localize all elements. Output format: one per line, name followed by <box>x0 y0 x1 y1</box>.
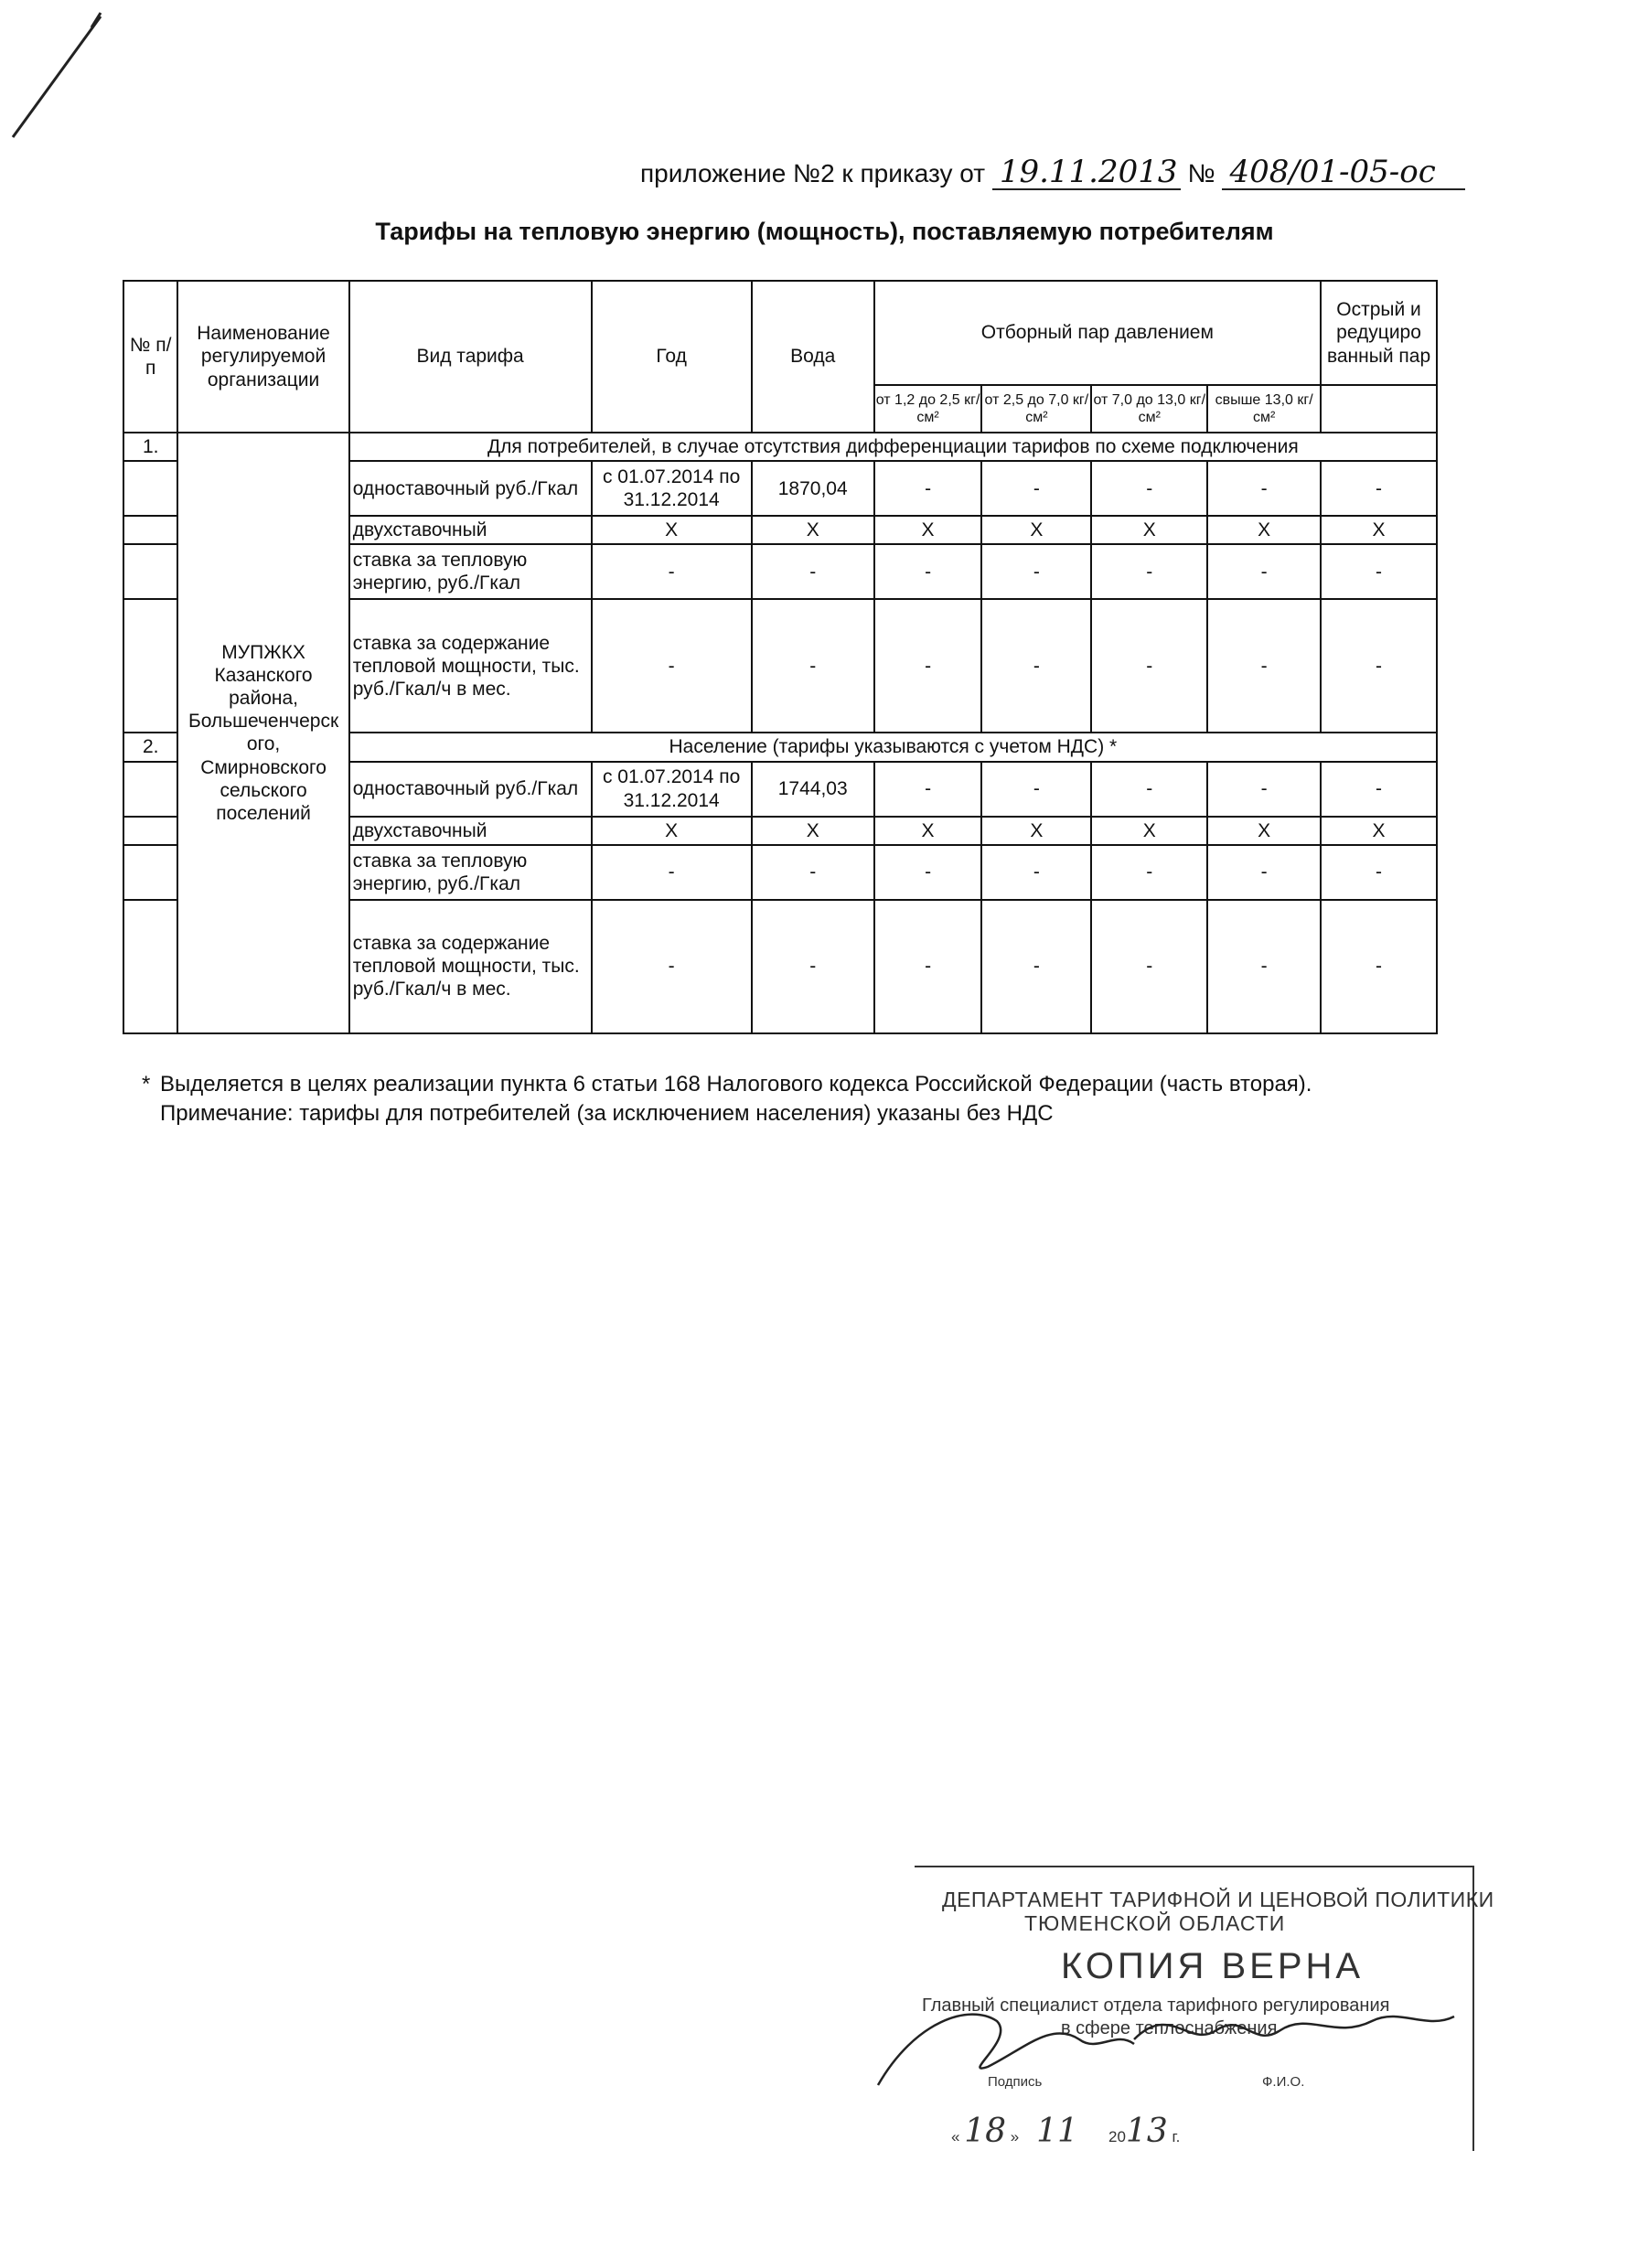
tariff-cell: - <box>1321 461 1437 516</box>
stamp-division: в сфере теплоснабжения <box>1061 2018 1278 2038</box>
date-open-quote: « <box>951 2128 960 2145</box>
tariff-type: одноставочный руб./Гкал <box>349 461 592 516</box>
tariff-water: - <box>752 845 874 900</box>
tariff-water: X <box>752 817 874 845</box>
row-num-empty <box>123 516 177 544</box>
header-num: № п/п <box>123 281 177 433</box>
date-day: 18 <box>964 2113 1007 2150</box>
tariff-type: ставка за тепловую энергию, руб./Гкал <box>349 845 592 900</box>
tariff-water: 1870,04 <box>752 461 874 516</box>
stamp-date <box>951 2113 1180 2150</box>
pressure-header: от 7,0 до 13,0 кг/см² <box>1091 385 1207 433</box>
tariff-type: ставка за тепловую энергию, руб./Гкал <box>349 544 592 599</box>
tariff-cell: - <box>1321 845 1437 900</box>
order-prefix: приложение №2 к приказу от <box>640 159 986 187</box>
date-year: 13 <box>1125 2113 1168 2150</box>
handwritten-signature <box>860 1966 1482 2103</box>
remark-text: Примечание: тарифы для потребителей (за исключением населения) указаны без НДС <box>160 1101 1054 1126</box>
header-type: Вид тарифа <box>349 281 592 433</box>
date-month: 11 <box>1036 2113 1078 2150</box>
tariff-cell: - <box>1091 900 1207 1033</box>
order-reference <box>640 155 1465 190</box>
tariff-cell: - <box>1207 461 1321 516</box>
tariff-cell: - <box>1207 599 1321 733</box>
tariff-water: - <box>752 900 874 1033</box>
row-num-empty <box>123 845 177 900</box>
tariff-cell: X <box>1321 516 1437 544</box>
row-num-empty <box>123 762 177 817</box>
stamp-sign-label: Подпись <box>988 2074 1043 2090</box>
tariff-cell: - <box>1091 544 1207 599</box>
tariff-type: одноставочный руб./Гкал <box>349 762 592 817</box>
date-year-suffix: г. <box>1172 2128 1181 2145</box>
header-year: Год <box>592 281 752 433</box>
tariff-table <box>123 280 1438 1034</box>
tariff-year: с 01.07.2014 по 31.12.2014 <box>592 762 752 817</box>
stamp-fio-label: Ф.И.О. <box>1262 2074 1305 2090</box>
tariff-cell: - <box>1321 762 1437 817</box>
header-org: Наименование регулируемой организации <box>177 281 348 433</box>
order-date: 19.11.2013 <box>992 155 1181 190</box>
pressure-header: от 2,5 до 7,0 кг/см² <box>981 385 1091 433</box>
tariff-cell: - <box>874 599 982 733</box>
tariff-cell: - <box>1091 762 1207 817</box>
tariff-cell: - <box>981 599 1091 733</box>
tariff-year: - <box>592 599 752 733</box>
tariff-year: X <box>592 817 752 845</box>
tariff-water: - <box>752 599 874 733</box>
tariff-cell: - <box>981 762 1091 817</box>
section-title: Население (тарифы указываются с учетом НДС) * <box>349 733 1437 761</box>
order-number-label: № <box>1187 159 1215 187</box>
organization-name: МУПЖКХ Казанского района, Большеченчерск ого, Смирновского сельского поселений <box>177 433 348 1033</box>
date-close-quote: » <box>1010 2128 1020 2145</box>
tariff-cell: X <box>1091 516 1207 544</box>
tariff-cell: - <box>874 544 982 599</box>
tariff-year: X <box>592 516 752 544</box>
pressure-header: от 1,2 до 2,5 кг/см² <box>874 385 982 433</box>
tariff-cell: X <box>874 516 982 544</box>
tariff-year: - <box>592 544 752 599</box>
tariff-cell: - <box>874 461 982 516</box>
tariff-cell: - <box>1091 599 1207 733</box>
row-num-empty <box>123 461 177 516</box>
tariff-year: - <box>592 845 752 900</box>
tariff-cell: X <box>981 516 1091 544</box>
tariff-type: двухставочный <box>349 817 592 845</box>
section-title: Для потребителей, в случае отсутствия дифференциации тарифов по схеме подключения <box>349 433 1437 461</box>
corner-pen-mark <box>0 0 128 146</box>
tariff-cell: - <box>1207 544 1321 599</box>
row-num-empty <box>123 817 177 845</box>
tariff-water: X <box>752 516 874 544</box>
tariff-water: - <box>752 544 874 599</box>
stamp-department: ДЕПАРТАМЕНТ ТАРИФНОЙ И ЦЕНОВОЙ ПОЛИТИКИ <box>942 1888 1494 1911</box>
tariff-water: 1744,03 <box>752 762 874 817</box>
tariff-cell: - <box>1091 845 1207 900</box>
tariff-cell: - <box>1321 900 1437 1033</box>
pressure-header: свыше 13,0 кг/см² <box>1207 385 1321 433</box>
tariff-cell: - <box>1321 544 1437 599</box>
tariff-cell: - <box>981 845 1091 900</box>
notes <box>142 1070 1312 1129</box>
date-year-prefix: 20 <box>1108 2128 1126 2145</box>
tariff-type: ставка за содержание тепловой мощности, тыс. руб./Гкал/ч в мес. <box>349 599 592 733</box>
row-num-empty <box>123 544 177 599</box>
tariff-cell: X <box>1207 817 1321 845</box>
tariff-year: - <box>592 900 752 1033</box>
header-steam: Отборный пар давлением <box>874 281 1321 385</box>
order-number: 408/01-05-ос <box>1222 155 1465 190</box>
tariff-cell: - <box>981 461 1091 516</box>
tariff-cell: - <box>981 900 1091 1033</box>
tariff-cell: - <box>1091 461 1207 516</box>
tariff-cell: - <box>874 762 982 817</box>
tariff-type: ставка за содержание тепловой мощности, тыс. руб./Гкал/ч в мес. <box>349 900 592 1033</box>
section-number: 1. <box>123 433 177 461</box>
footnote-star: * <box>142 1072 151 1097</box>
stamp-copy-certified: КОПИЯ ВЕРНА <box>1061 1946 1365 1986</box>
tariff-type: двухставочный <box>349 516 592 544</box>
tariff-cell: - <box>1207 762 1321 817</box>
stamp-position: Главный специалист отдела тарифного регулирования <box>922 1995 1390 2016</box>
page-title: Тарифы на тепловую энергию (мощность), поставляемую потребителям <box>375 218 1274 245</box>
tariff-cell: X <box>1321 817 1437 845</box>
tariff-cell: - <box>1207 845 1321 900</box>
stamp-region: ТЮМЕНСКОЙ ОБЛАСТИ <box>1024 1911 1286 1935</box>
row-num-empty <box>123 599 177 733</box>
header-sharp-steam: Острый и редуциро ванный пар <box>1321 281 1437 385</box>
tariff-cell: X <box>874 817 982 845</box>
tariff-cell: - <box>1207 900 1321 1033</box>
footnote-text: Выделяется в целях реализации пункта 6 статьи 168 Налогового кодекса Российской Федерации (часть вторая). <box>160 1072 1312 1097</box>
header-water: Вода <box>752 281 874 433</box>
tariff-cell: - <box>981 544 1091 599</box>
pressure-header-empty <box>1321 385 1437 433</box>
tariff-cell: X <box>1207 516 1321 544</box>
tariff-cell: X <box>1091 817 1207 845</box>
tariff-cell: - <box>1321 599 1437 733</box>
tariff-year: с 01.07.2014 по 31.12.2014 <box>592 461 752 516</box>
tariff-cell: - <box>874 900 982 1033</box>
section-number: 2. <box>123 733 177 761</box>
tariff-cell: X <box>981 817 1091 845</box>
tariff-cell: - <box>874 845 982 900</box>
row-num-empty <box>123 900 177 1033</box>
